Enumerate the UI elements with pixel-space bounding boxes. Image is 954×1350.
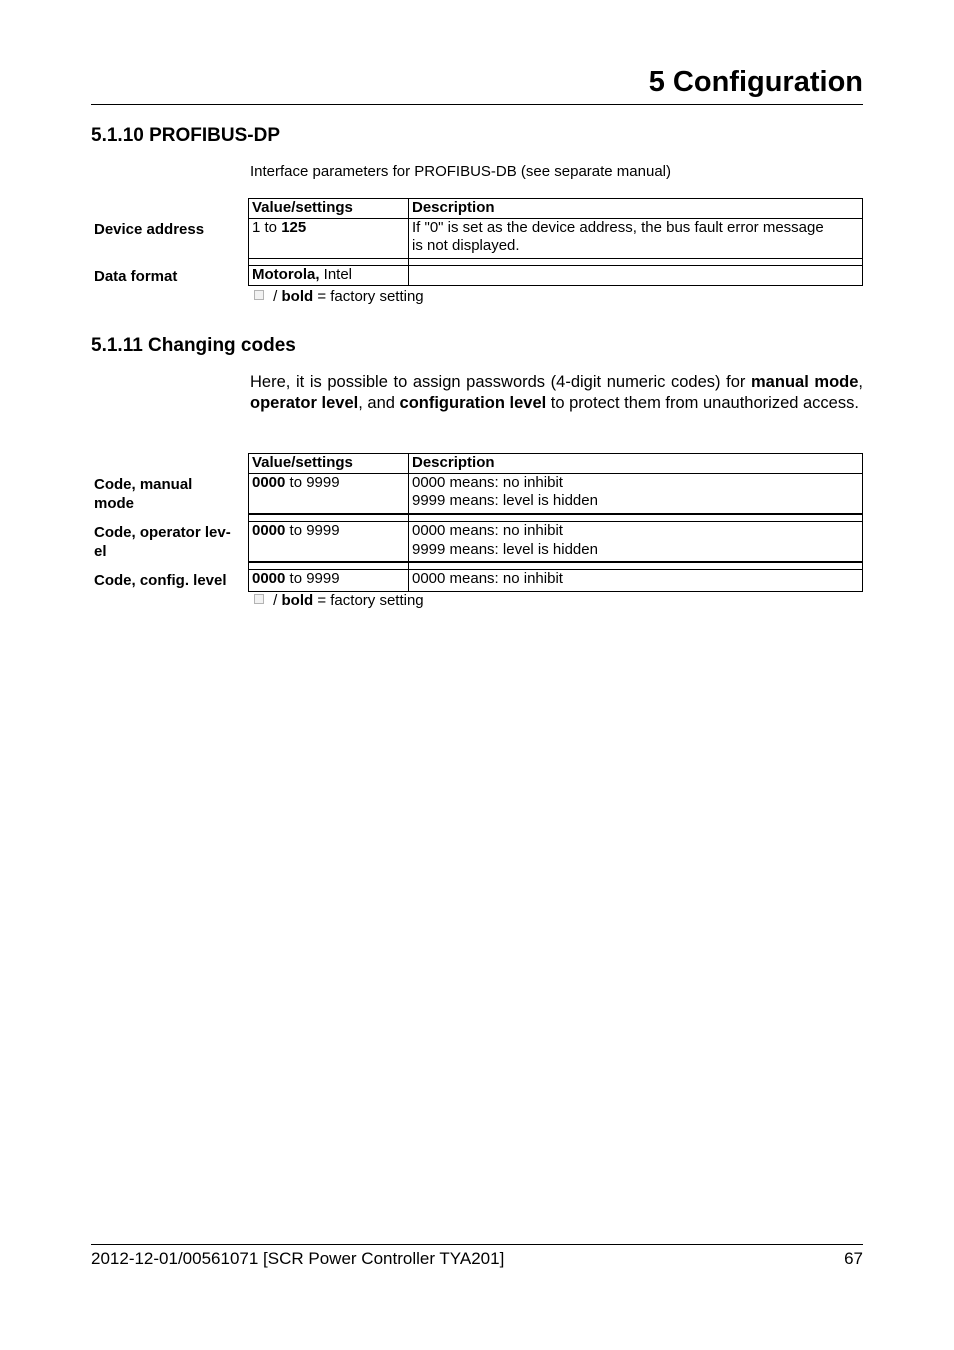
table-row bbox=[249, 570, 862, 591]
param-label-line: Code, operator lev- bbox=[94, 524, 231, 541]
value-text: to 9999 bbox=[285, 473, 340, 491]
description-line: 0000 means: no inhibit bbox=[412, 473, 563, 491]
description-line: If "0" is set as the device address, the bus fault error message bbox=[412, 218, 824, 236]
param-label-line: mode bbox=[94, 495, 135, 512]
header-description: Description bbox=[412, 454, 495, 471]
table-data-format bbox=[248, 258, 863, 286]
header-value-settings: Value/settings bbox=[249, 454, 409, 473]
table-row bbox=[249, 266, 862, 285]
note-text: = factory setting bbox=[313, 592, 424, 609]
factory-setting-note bbox=[254, 592, 424, 609]
para-bold-manual-mode: manual mode bbox=[751, 373, 859, 391]
value-default: 0000 bbox=[252, 522, 286, 539]
description-cell bbox=[409, 570, 862, 591]
param-label-line: el bbox=[94, 543, 107, 560]
table-code-operator-level bbox=[248, 514, 863, 562]
table-row bbox=[249, 522, 862, 561]
param-label-line: Code, config. level bbox=[94, 572, 227, 589]
para-text: to protect them from unauthorized access. bbox=[546, 393, 859, 412]
header-description: Description bbox=[412, 199, 495, 216]
footer-doc-info: 2012-12-01/00561071 [SCR Power Controller TYA201] bbox=[91, 1249, 505, 1268]
profibus-intro: Interface parameters for PROFIBUS-DB (see separate manual) bbox=[250, 163, 671, 180]
table-spacer-row bbox=[249, 563, 862, 570]
description-line: 0000 means: no inhibit bbox=[412, 522, 563, 539]
value-default: Motorola, bbox=[252, 266, 320, 283]
param-label-code-config-level bbox=[94, 571, 244, 590]
value-cell bbox=[249, 219, 409, 258]
para-bold-configuration-level: configuration level bbox=[399, 393, 547, 412]
param-label-line: Code, manual bbox=[94, 476, 193, 493]
changing-codes-paragraph bbox=[250, 372, 863, 413]
description-cell bbox=[409, 266, 862, 285]
table-device-address bbox=[248, 198, 863, 259]
value-default: 0000 bbox=[252, 570, 286, 587]
note-slash: / bbox=[269, 592, 282, 609]
description-cell bbox=[409, 522, 862, 561]
param-label-data-format: Data format bbox=[94, 268, 178, 285]
value-default: 0000 bbox=[252, 473, 286, 491]
table-row bbox=[249, 219, 862, 258]
table-row bbox=[249, 474, 862, 513]
page-number: 67 bbox=[844, 1249, 863, 1268]
value-text: to 9999 bbox=[285, 570, 340, 587]
note-bold: bold bbox=[281, 288, 314, 305]
note-bold: bold bbox=[281, 592, 314, 609]
description-line: 9999 means: level is hidden bbox=[412, 492, 598, 509]
spacer-cell bbox=[249, 259, 409, 265]
spacer-cell bbox=[249, 563, 409, 569]
checkbox-square-icon bbox=[254, 290, 264, 300]
footer-rule bbox=[91, 1244, 863, 1245]
value-text: 1 to bbox=[252, 218, 282, 236]
table-spacer-row bbox=[249, 259, 862, 266]
table-code-manual-mode bbox=[248, 453, 863, 514]
value-cell bbox=[249, 570, 409, 591]
description-line: is not displayed. bbox=[412, 237, 520, 254]
note-slash: / bbox=[269, 288, 282, 305]
para-text: Here, it is possible to assign passwords (4-digit numeric codes) for bbox=[250, 373, 752, 391]
value-cell bbox=[249, 522, 409, 561]
param-label-device-address: Device address bbox=[94, 221, 205, 238]
value-cell bbox=[249, 474, 409, 513]
header-rule bbox=[91, 104, 863, 105]
chapter-title: 5 Configuration bbox=[648, 66, 863, 98]
value-cell bbox=[249, 266, 409, 285]
table-spacer-row bbox=[249, 515, 862, 522]
para-text: , and bbox=[358, 393, 400, 412]
value-text: Intel bbox=[319, 266, 353, 283]
param-label-code-manual-mode bbox=[94, 475, 244, 513]
param-label-code-operator-level bbox=[94, 523, 244, 561]
table-code-config-level bbox=[248, 562, 863, 592]
value-text: to 9999 bbox=[285, 522, 340, 539]
description-cell bbox=[409, 219, 862, 258]
section-heading-changing-codes: 5.1.11 Changing codes bbox=[91, 335, 296, 356]
spacer-cell bbox=[409, 515, 862, 521]
spacer-cell bbox=[409, 259, 862, 265]
checkbox-square-icon bbox=[254, 594, 264, 604]
note-text: = factory setting bbox=[313, 288, 424, 305]
factory-setting-note bbox=[254, 288, 424, 305]
header-value-settings: Value/settings bbox=[249, 199, 409, 218]
para-text: , bbox=[858, 373, 863, 391]
description-line: 0000 means: no inhibit bbox=[412, 570, 563, 587]
table-header-row bbox=[249, 454, 862, 474]
description-cell bbox=[409, 474, 862, 513]
spacer-cell bbox=[409, 563, 862, 569]
table-header-row bbox=[249, 199, 862, 219]
value-default: 125 bbox=[281, 218, 307, 236]
spacer-cell bbox=[249, 515, 409, 521]
section-heading-profibus: 5.1.10 PROFIBUS-DP bbox=[91, 125, 280, 146]
para-bold-operator-level: operator level bbox=[250, 393, 359, 412]
description-line: 9999 means: level is hidden bbox=[412, 540, 598, 558]
